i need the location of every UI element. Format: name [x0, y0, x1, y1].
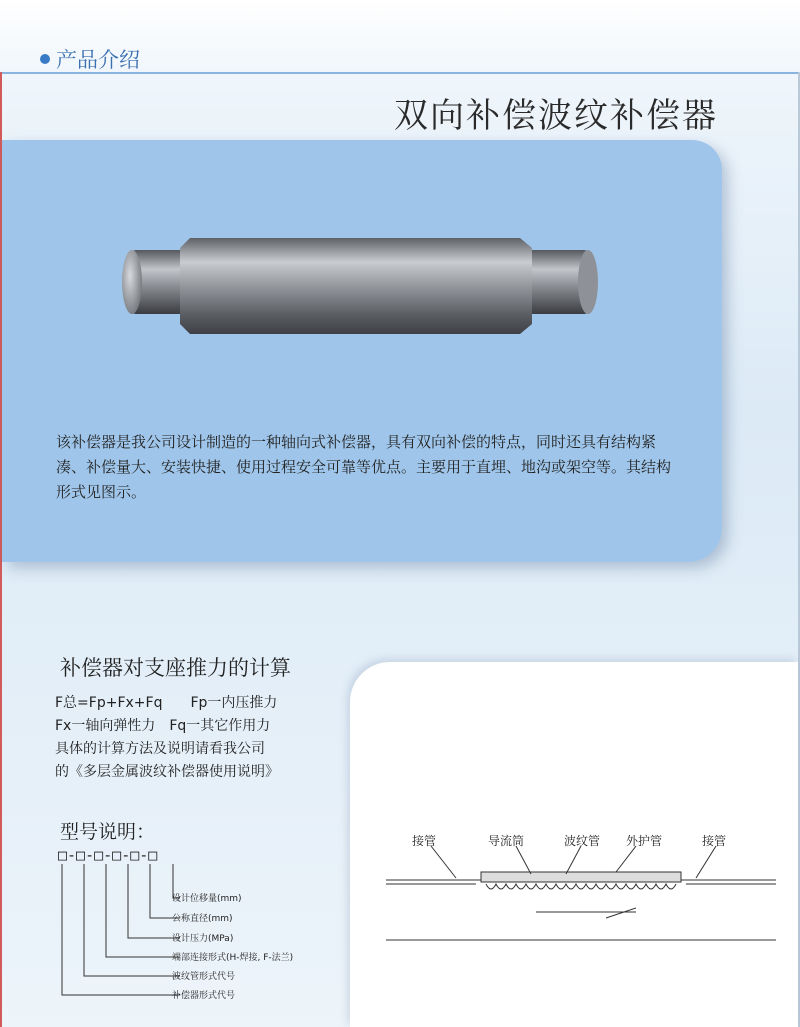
- legend-label: 公称直径(mm): [172, 914, 233, 924]
- product-image: [120, 238, 600, 334]
- formula-line: 具体的计算方法及说明请看我公司: [55, 741, 265, 757]
- structure-label: 接管: [702, 834, 727, 848]
- structure-label: 外护管: [626, 834, 663, 848]
- formula-line: F总=Fp+Fx+Fq Fp一内压推力: [55, 695, 278, 711]
- legend-label: 补偿器形式代号: [172, 991, 236, 1001]
- section-label-text: 产品介绍: [56, 48, 140, 72]
- formula-line: 的《多层金属波纹补偿器使用说明》: [55, 764, 279, 780]
- model-heading: 型号说明：: [60, 821, 156, 843]
- model-code: □-□-□-□-□-□: [58, 846, 158, 864]
- product-description: 该补偿器是我公司设计制造的一种轴向式补偿器，具有双向补偿的特点，同时还具有结构紧凑、补偿量大、安装快捷、使用过程安全可靠等优点。主要用于直埋、地沟或架空等。其结构形式见图示。: [56, 433, 672, 501]
- legend-label: 波纹管形式代号: [172, 972, 236, 982]
- thrust-heading: 补偿器对支座推力的计算: [60, 656, 291, 680]
- structure-label: 接管: [412, 834, 437, 848]
- structure-label: 导流筒: [488, 834, 525, 848]
- section-label: [40, 44, 140, 74]
- legend-label: 设计位移量(mm): [172, 894, 242, 904]
- page-title: 双向补偿波纹补偿器: [394, 96, 718, 136]
- legend-label: 设计压力(MPa): [172, 934, 234, 944]
- structure-label: 波纹管: [564, 834, 601, 848]
- legend-label: 端部连接形式(H-焊接, F-法兰): [172, 953, 294, 963]
- bullet-icon: [40, 54, 50, 64]
- formula-line: Fx一轴向弹性力 Fq一其它作用力: [55, 718, 271, 734]
